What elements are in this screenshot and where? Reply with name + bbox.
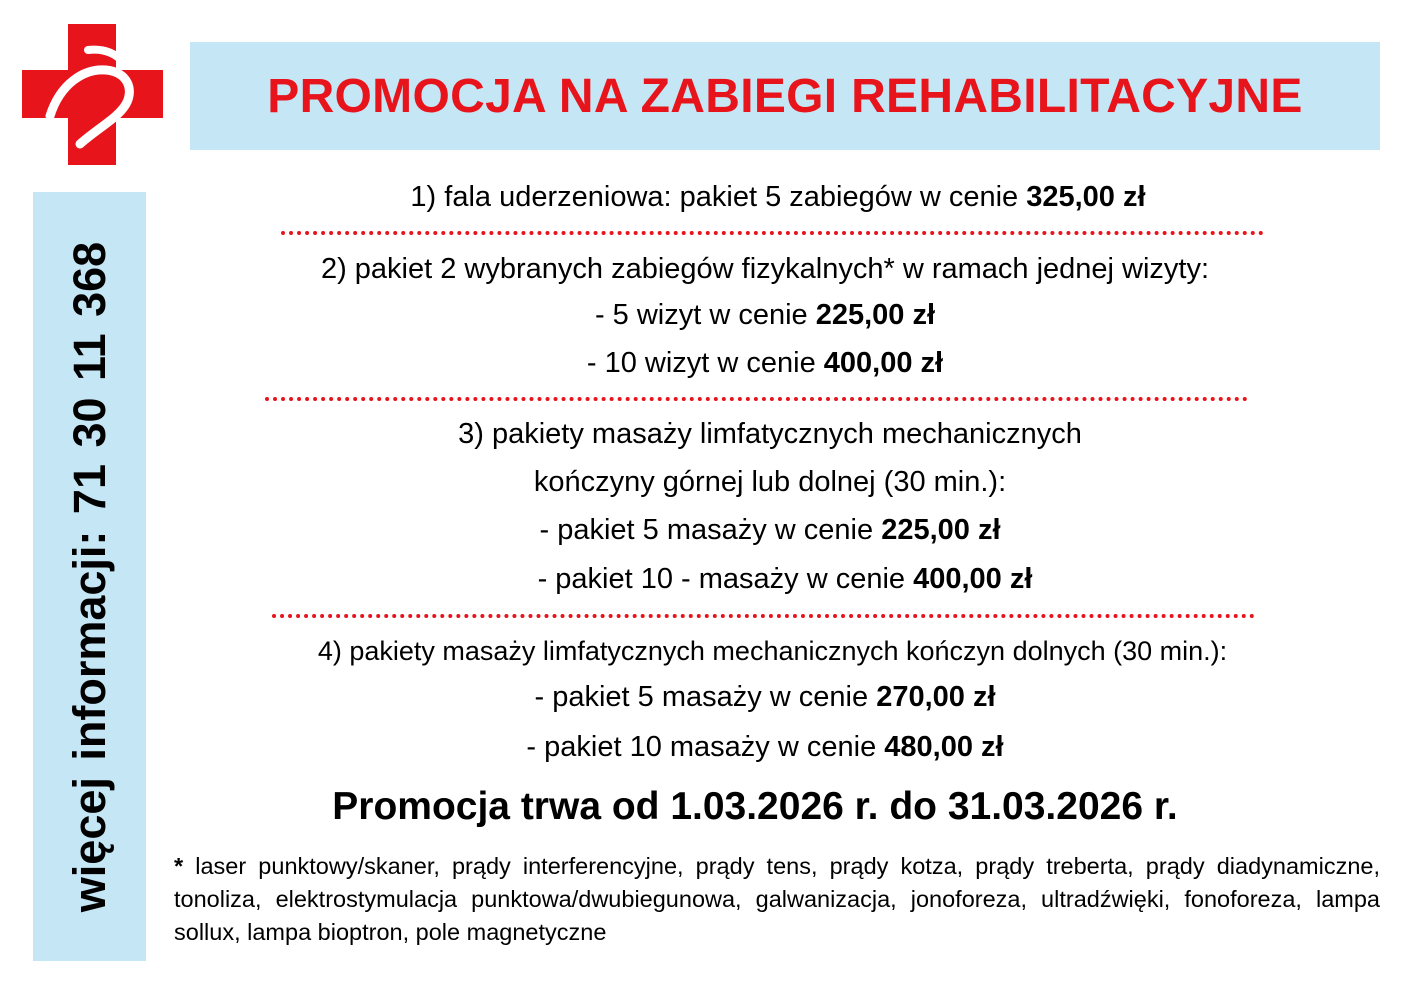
offer-2-line-3 (190, 346, 1340, 380)
promotion-period: Promocja trwa od 1.03.2026 r. do 31.03.2026 r. (332, 785, 1178, 828)
contact-info (64, 241, 116, 911)
contact-label: więcej informacji: (63, 530, 115, 912)
footnote (174, 850, 1380, 949)
offer-2-line-1 (190, 252, 1340, 286)
offer-text: - 5 wizyt w cenie (594, 299, 816, 331)
offer-3-line-1 (190, 417, 1350, 451)
offer-price: 225,00 zł (815, 299, 936, 331)
offer-2-line-2 (190, 298, 1340, 332)
offer-1-line-1 (190, 180, 1366, 214)
offer-text: - pakiet 5 masaży w cenie (539, 514, 882, 546)
offer-price: 400,00 zł (913, 563, 1033, 595)
contact-sidebar (33, 192, 146, 961)
page-title: PROMOCJA NA ZABIEGI REHABILITACYJNE (267, 69, 1303, 123)
offer-price: 400,00 zł (823, 347, 944, 379)
footnote-text: laser punktowy/skaner, prądy interferencyjne, prądy tens, prądy kotza, prądy treberta, prądy diadynamiczne, tonoliza, elektrostymulacja punktowa/dwubiegunowa, galwanizacja, jonoforeza, ultradźwięki, fonoforeza, lampa sollux, lampa bioptron, pole magnetyczne (174, 853, 1380, 945)
offer-price: 325,00 zł (1026, 181, 1146, 213)
offer-3-line-2 (190, 465, 1350, 499)
separator-2 (265, 397, 1248, 401)
offer-price: 225,00 zł (881, 514, 1001, 546)
offer-4-line-3 (190, 730, 1340, 764)
offer-4-line-2 (190, 680, 1340, 714)
offer-price: 270,00 zł (876, 681, 996, 713)
red-cross-logo-icon (22, 24, 163, 165)
offer-3-line-4 (190, 562, 1380, 596)
offer-text: 1) fala uderzeniowa: pakiet 5 zabiegów w cenie (410, 181, 1027, 213)
separator-3 (272, 614, 1255, 618)
offer-text: - pakiet 5 masaży w cenie (534, 681, 877, 713)
offer-text: - 10 wizyt w cenie (586, 347, 824, 379)
offer-text: 4) pakiety masaży limfatycznych mechanicznych kończyn dolnych (30 min.): (317, 636, 1228, 666)
offer-price: 480,00 zł (884, 731, 1004, 763)
offer-text: 3) pakiety masaży limfatycznych mechanicznych (458, 418, 1082, 450)
phone-number: 71 30 11 368 (63, 241, 115, 514)
offer-text: 2) pakiet 2 wybranych zabiegów fizykalnych* w ramach jednej wizyty: (320, 253, 1210, 285)
offer-text: kończyny górnej lub dolnej (30 min.): (533, 466, 1007, 498)
separator-1 (281, 231, 1264, 235)
offer-4-line-1 (175, 634, 1370, 668)
offer-3-line-3 (190, 513, 1350, 547)
offer-text: - pakiet 10 masaży w cenie (526, 731, 885, 763)
offer-text: - pakiet 10 - masaży w cenie (537, 563, 914, 595)
footnote-marker: * (174, 853, 184, 879)
title-banner (190, 42, 1380, 150)
